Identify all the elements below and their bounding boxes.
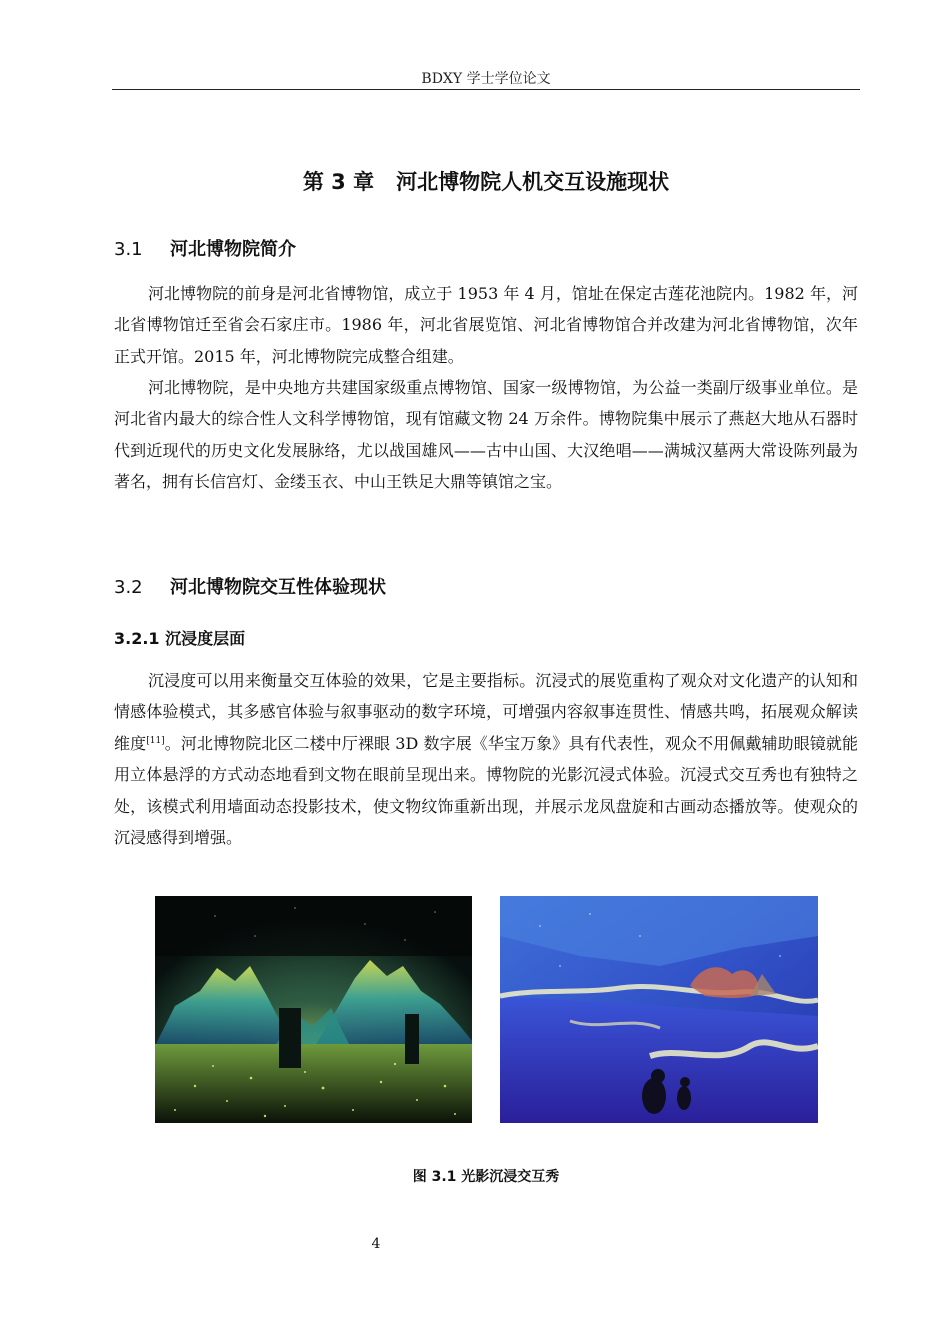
glowing-mountain-illustration [155, 896, 472, 1123]
paragraph-immersion [114, 665, 858, 853]
page-number: 4 [371, 1236, 381, 1252]
section-title: 河北博物院简介 [170, 239, 296, 260]
blue-dragon-projection-photo [500, 896, 818, 1123]
glowing-mountain-projection-photo [155, 896, 472, 1123]
section-number: 3.1 [114, 239, 143, 260]
paragraph-text-part-2: 。河北博物院北区二楼中厅裸眼 3D 数字展《华宝万象》具有代表性，观众不用佩戴辅助眼镜就能用立体悬浮的方式动态地看到文物在眼前呈现出来。博物院的光影沉浸式体验。沉浸式交互秀也有独特之处，该模式利用墙面动态投影技术，使文物纹饰重新出现，并展示龙凤盘旋和古画动态播放等。使观众的沉浸感得到增强。 [114, 733, 858, 848]
chapter-number: 第 3 章 [302, 170, 375, 194]
section-3-2-heading [114, 574, 386, 602]
paragraph-text-part-1: 沉浸度可以用来衡量交互体验的效果，它是主要指标。沉浸式的展览重构了观众对文化遗产的认知和情感体验模式，其多感官体验与叙事驱动的数字环境，可增强内容叙事连贯性、情感共鸣，拓展观众解读维度 [114, 671, 858, 753]
chapter-title [112, 166, 860, 198]
section-number: 3.2 [114, 577, 143, 598]
citation-marker: [11] [146, 735, 165, 746]
subsection-3-2-1-heading: 3.2.1 沉浸度层面 [114, 629, 246, 648]
paragraph-overview: 河北博物院，是中央地方共建国家级重点博物馆、国家一级博物馆，为公益一类副厅级事业单位。是河北省内最大的综合性人文科学博物馆，现有馆藏文物 24 万余件。博物院集中展示了燕赵大地从石器时代到近现代的历史文化发展脉络，尤以战国雄风——古中山国、大汉绝唱——满城汉墓两大常设陈列最为著名，拥有长信宫灯、金缕玉衣、中山王铁足大鼎等镇馆之宝。 [114, 378, 858, 492]
section-3-1-heading [114, 236, 296, 264]
blue-dragon-illustration [500, 896, 818, 1123]
chapter-title-text: 河北博物院人机交互设施现状 [396, 170, 670, 194]
paragraph-history: 河北博物院的前身是河北省博物馆，成立于 1953 年 4 月，馆址在保定古莲花池院内。1982 年，河北省博物馆迁至省会石家庄市。1986 年，河北省展览馆、河北省博物馆合并改建为河北省博物馆，次年正式开馆。2015 年，河北博物院完成整合组建。 [114, 284, 858, 366]
header-rule [112, 89, 860, 90]
section-title: 河北博物院交互性体验现状 [170, 577, 386, 598]
figure-caption: 图 3.1 光影沉浸交互秀 [412, 1169, 560, 1185]
running-header: BDXY 学士学位论文 [421, 71, 551, 87]
